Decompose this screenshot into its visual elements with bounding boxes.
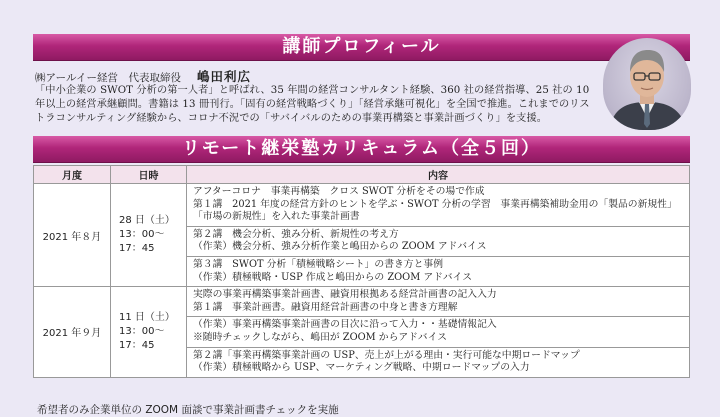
date-line: 28 日（土） <box>119 215 175 227</box>
profile-heading: 講師プロフィール <box>33 34 690 60</box>
content-line: （作業）積極戦略・USP 作成と嶋田からの ZOOM アドバイス <box>193 271 473 283</box>
curriculum-heading: リモート継栄塾カリキュラム（全５回） <box>33 136 690 162</box>
company-title: ㈱アールイー経営 代表取締役 <box>35 72 181 84</box>
content-block <box>187 256 689 286</box>
content-line: 実際の事業再構築事業計画書、融資用根拠ある経営計画書の記入入力 <box>193 289 497 301</box>
content-line: 第２講 機会分析、強み分析、新規性の考え方 <box>193 228 399 240</box>
date-line: 13：00～ <box>119 229 165 241</box>
column-header-date: 日時 <box>111 166 187 184</box>
session-content <box>187 287 690 378</box>
footer-note: 希望者のみ企業単位の ZOOM 面談で事業計画書チェックを実施 <box>37 404 339 416</box>
column-header-content: 内容 <box>187 166 690 184</box>
content-line: 第１講 事業計画書。融資用経営計画書の中身と書き方理解 <box>193 301 458 313</box>
content-block <box>187 184 689 226</box>
content-line: 「市場の新規性」を入れた事業計画書 <box>193 211 360 223</box>
portrait-image <box>603 38 691 130</box>
content-line: 第３講 SWOT 分析「積極戦略シート」の書き方と事例 <box>193 258 443 270</box>
instructor-photo <box>603 38 691 130</box>
instructor-name-line <box>35 67 251 85</box>
content-line: 第２講「事業再構築事業計画の USP、売上が上がる理由・実行可能な中期ロードマップ <box>193 349 580 361</box>
content-block <box>187 287 689 316</box>
session-month: 2021 年８月 <box>34 184 111 287</box>
content-line: （作業）機会分析、強み分析作業と嶋田からの ZOOM アドバイス <box>193 241 487 253</box>
session-date <box>111 184 187 287</box>
date-line: 17：45 <box>119 339 155 351</box>
content-block <box>187 347 689 377</box>
table-header-row <box>34 166 690 184</box>
column-header-month: 月度 <box>34 166 111 184</box>
content-line: アフターコロナ 事業再構築 クロス SWOT 分析をその場で作成 <box>193 186 485 197</box>
session-content <box>187 184 690 287</box>
instructor-name: 嶋田利広 <box>196 69 251 84</box>
instructor-bio: 「中小企業の SWOT 分析の第一人者」と呼ばれ、35 年間の経営コンサルタント経験、360 社の経営指導、25 社の 10 年以上の経営承継顧問。書籍は 13 冊刊行。「固有の経営戦略づくり」「経営承継可視化」を全国で推進。これまでのリストラコンサルティング経験から、コロナ不況での「サバイバルのための事業再構築と事業計画づくり」を支援。 <box>35 85 590 125</box>
session-date <box>111 287 187 378</box>
content-line: （作業）積極戦略から USP、マーケティング戦略、中期ロードマップの入力 <box>193 362 530 374</box>
content-line: （作業）事業再構築事業計画書の目次に沿って入力・・基礎情報記入 <box>193 319 497 331</box>
content-line: ※随時チェックしながら、嶋田が ZOOM からアドバイス <box>193 331 448 343</box>
curriculum-table <box>33 165 690 378</box>
session-month: 2021 年９月 <box>34 287 111 378</box>
content-block <box>187 226 689 256</box>
content-line: 第１講 2021 年度の経営方針のヒントを学ぶ・SWOT 分析の学習 事業再構築補助金用の「製品の新規性」 <box>193 198 677 210</box>
table-row <box>34 184 690 287</box>
date-line: 17：45 <box>119 243 155 255</box>
date-line: 11 日（土） <box>119 311 175 323</box>
table-row <box>34 287 690 378</box>
date-line: 13：00～ <box>119 325 165 337</box>
content-block <box>187 316 689 346</box>
